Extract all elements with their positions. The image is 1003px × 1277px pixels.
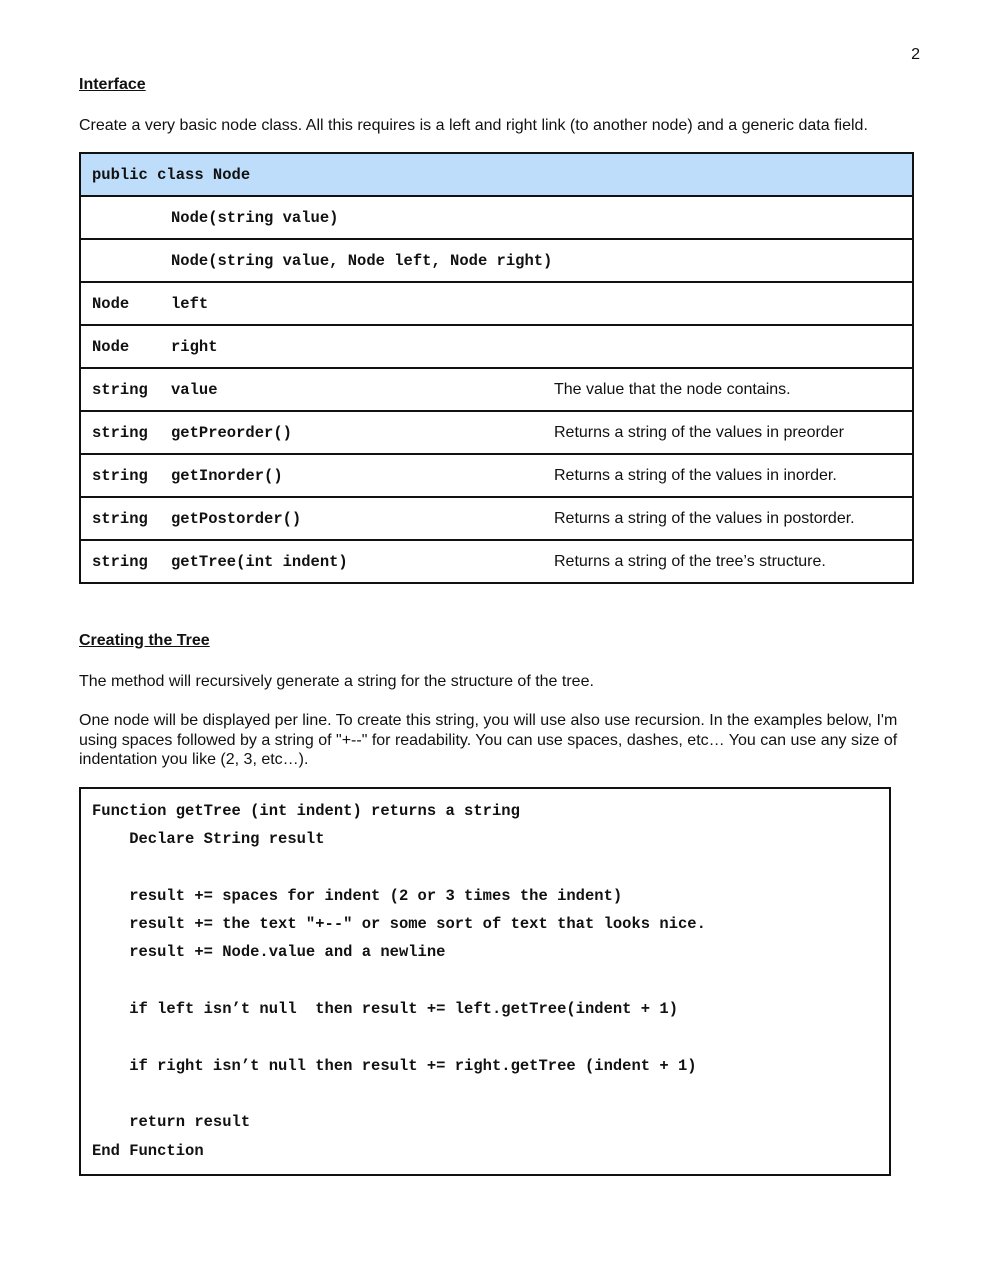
member-name: getPostorder() bbox=[171, 509, 302, 528]
member-type: string bbox=[92, 466, 148, 485]
code-line: result += spaces for indent (2 or 3 times the indent) bbox=[92, 886, 623, 905]
member-type: Node bbox=[92, 337, 130, 356]
member-type: Node bbox=[92, 294, 130, 313]
code-line bbox=[92, 1084, 889, 1112]
code-line: End Function bbox=[92, 1141, 204, 1160]
code-line: if right isn’t null then result += right.getTree (indent + 1) bbox=[92, 1056, 697, 1075]
member-name: Node(string value, Node left, Node right) bbox=[171, 251, 553, 270]
member-type: string bbox=[92, 423, 148, 442]
member-name: getPreorder() bbox=[171, 423, 292, 442]
class-header-row bbox=[80, 153, 913, 196]
table-row bbox=[80, 196, 913, 239]
member-name: value bbox=[171, 380, 218, 399]
table-row bbox=[80, 368, 913, 411]
creating-para-2: One node will be displayed per line. To create this string, you will use also use recursion. In the examples below, I'm using spaces followed by a string of "+--" for readability. You can use spaces, dashes, etc… You can use any size of indentation you like (2, 3, etc…). bbox=[79, 712, 898, 768]
code-line: if left isn’t null then result += left.getTree(indent + 1) bbox=[92, 1000, 678, 1019]
interface-heading: Interface bbox=[79, 76, 146, 93]
member-name: getTree(int indent) bbox=[171, 552, 348, 571]
member-type: string bbox=[92, 552, 148, 571]
code-line: Function getTree (int indent) returns a string bbox=[92, 802, 520, 820]
member-description: Returns a string of the values in postorder. bbox=[554, 509, 855, 527]
pseudocode-box bbox=[79, 787, 891, 1176]
member-description: Returns a string of the tree’s structure. bbox=[554, 552, 826, 570]
member-name: Node(string value) bbox=[171, 208, 339, 227]
member-name: right bbox=[171, 337, 218, 356]
table-row bbox=[80, 411, 913, 454]
member-name: left bbox=[171, 294, 209, 313]
code-line: result += Node.value and a newline bbox=[92, 943, 446, 962]
code-line bbox=[92, 971, 889, 999]
creating-para-1: The method will recursively generate a string for the structure of the tree. bbox=[79, 673, 594, 690]
page-number: 2 bbox=[911, 46, 920, 63]
member-description: Returns a string of the values in preorder bbox=[554, 423, 844, 441]
table-row bbox=[80, 454, 913, 497]
code-line: Declare String result bbox=[92, 830, 325, 849]
table-row bbox=[80, 497, 913, 540]
member-description: The value that the node contains. bbox=[554, 380, 791, 398]
code-line: return result bbox=[92, 1113, 251, 1132]
table-row bbox=[80, 540, 913, 583]
creating-tree-heading: Creating the Tree bbox=[79, 632, 210, 649]
interface-intro: Create a very basic node class. All this requires is a left and right link (to another node) and a generic data field. bbox=[79, 117, 868, 134]
table-row bbox=[80, 325, 913, 368]
code-line bbox=[92, 858, 889, 886]
class-declaration: public class Node bbox=[92, 165, 251, 184]
member-type: string bbox=[92, 509, 148, 528]
table-row bbox=[80, 282, 913, 325]
member-type: string bbox=[92, 380, 148, 399]
table-row bbox=[80, 239, 913, 282]
member-name: getInorder() bbox=[171, 466, 283, 485]
code-line: result += the text "+--" or some sort of text that looks nice. bbox=[92, 915, 706, 934]
code-line bbox=[92, 1027, 889, 1055]
node-interface-table bbox=[79, 152, 914, 584]
member-description: Returns a string of the values in inorder. bbox=[554, 466, 837, 484]
